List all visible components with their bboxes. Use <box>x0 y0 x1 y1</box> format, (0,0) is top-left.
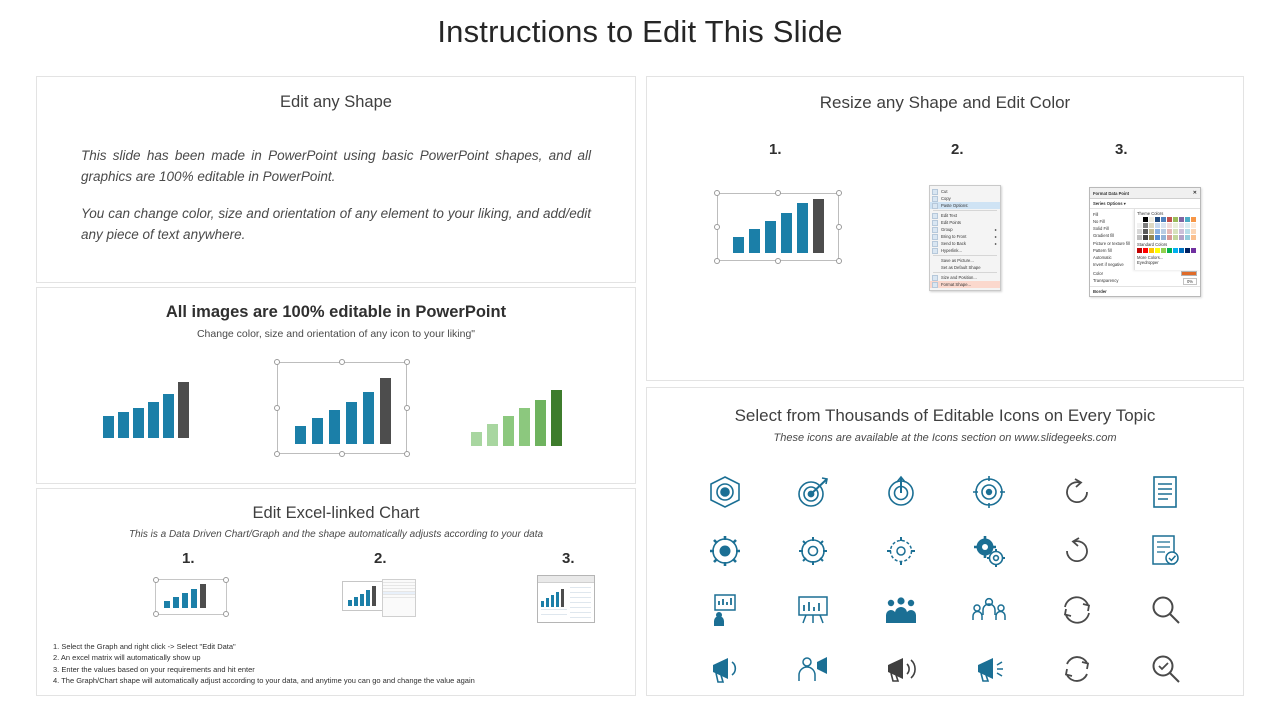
menu-separator <box>933 210 997 211</box>
bar <box>503 416 514 446</box>
menu-item-copy[interactable]: Copy <box>930 195 1000 202</box>
bar-highlight <box>380 378 391 444</box>
bar <box>541 601 544 607</box>
format-pane-title: Format Data Point <box>1093 190 1130 196</box>
bar <box>797 203 808 253</box>
bar <box>535 400 546 446</box>
magnifier-icon[interactable] <box>1149 594 1181 626</box>
excel-step-1: 1. Select the Graph and right click -> Select "Edit Data" <box>53 641 236 651</box>
bar <box>733 237 744 253</box>
panel-title-icons: Select from Thousands of Editable Icons on Every Topic <box>734 406 1156 425</box>
format-pane-header <box>1090 188 1200 199</box>
menu-item-hyperlink[interactable]: Hyperlink... <box>930 247 1000 254</box>
panel-excel-linked-chart <box>36 488 636 696</box>
resize-handle-nw[interactable] <box>274 359 280 365</box>
crosshair-scope-icon[interactable] <box>972 475 1006 509</box>
menu-item-format-shape[interactable]: Format Shape... <box>930 281 1000 288</box>
context-menu[interactable] <box>929 185 1001 291</box>
format-pane-section: Series Options ▾ <box>1090 199 1200 209</box>
panel-subtitle-images: Change color, size and orientation of any icon to your liking" <box>196 328 476 340</box>
resize-handle-sw[interactable] <box>274 451 280 457</box>
resize-handle-se[interactable] <box>836 258 842 264</box>
gear-settings-icon[interactable] <box>796 534 830 568</box>
option-invert-if-negative[interactable]: Invert if negative <box>1093 261 1124 267</box>
dart-target-icon[interactable] <box>796 475 830 509</box>
hyperlink-icon <box>932 248 938 254</box>
transparency-value[interactable]: 0% <box>1183 278 1197 285</box>
group-icon <box>932 227 938 233</box>
bar <box>182 593 188 608</box>
fill-options-list <box>1090 209 1134 270</box>
megaphone-announce-icon[interactable] <box>708 654 742 684</box>
target-crosshair-icon[interactable] <box>708 475 742 509</box>
bar <box>329 410 340 444</box>
transparency-row[interactable] <box>1090 277 1200 286</box>
chevron-right-icon: ▸ <box>994 227 997 232</box>
step-number-3: 3. <box>562 550 575 567</box>
person-presenter-icon[interactable] <box>709 593 741 627</box>
bar <box>295 426 306 444</box>
option-automatic[interactable]: Automatic <box>1093 254 1112 260</box>
panel-images-editable <box>36 287 636 484</box>
mini-context-menu[interactable] <box>382 579 416 617</box>
bar <box>360 594 364 606</box>
excel-thumb-chart-menu[interactable] <box>342 579 418 617</box>
bar <box>551 595 554 607</box>
excel-thumb-spreadsheet[interactable] <box>537 575 595 623</box>
menu-item-paste-options[interactable]: Paste Options: <box>930 202 1000 209</box>
sync-arrows-icon[interactable] <box>1061 595 1093 625</box>
bar <box>749 229 760 253</box>
refresh-clockwise-icon[interactable] <box>1061 476 1093 508</box>
excel-step-4: 4. The Graph/Chart shape will automatically adjust according to your data, and anytime you can go and change the value again <box>53 676 475 686</box>
panel-title-excel: Edit Excel-linked Chart <box>252 504 420 522</box>
resize-handle-ne[interactable] <box>223 577 229 583</box>
edit-points-icon <box>932 220 938 226</box>
menu-item-save-as-picture[interactable]: Save as Picture... <box>941 258 974 263</box>
color-row[interactable] <box>1090 270 1200 277</box>
gear-dotted-icon[interactable] <box>884 534 918 568</box>
step-number-3: 3. <box>1115 141 1128 158</box>
resize-handle-s[interactable] <box>775 258 781 264</box>
megaphone-loud-icon[interactable] <box>884 655 918 683</box>
excel-steps-list <box>53 641 625 688</box>
panel-title-edit-shape: Edit any Shape <box>280 93 392 111</box>
resize-chart-selected-wrapper[interactable] <box>717 193 839 261</box>
target-arrow-icon[interactable] <box>884 475 918 509</box>
bar <box>354 597 358 606</box>
bar-chart-plain <box>103 376 189 438</box>
refresh-circle-icon[interactable] <box>1061 535 1093 567</box>
bar-highlight <box>200 584 206 608</box>
resize-handle-ne[interactable] <box>836 190 842 196</box>
eyedropper-item[interactable]: Eyedropper <box>1137 260 1159 265</box>
bar <box>366 590 370 606</box>
color-swatch-button[interactable] <box>1181 271 1197 276</box>
theme-colors-label: Theme Colors <box>1137 211 1164 216</box>
step-number-1: 1. <box>769 141 782 158</box>
bar <box>556 592 559 607</box>
option-picture-fill[interactable]: Picture or texture fill <box>1093 240 1131 246</box>
menu-item-send-to-back[interactable]: Send to Back ▸ <box>930 240 1000 247</box>
format-shape-icon <box>932 282 938 288</box>
gears-pair-icon[interactable] <box>972 534 1006 568</box>
paste-icon <box>932 203 938 209</box>
resize-handle-ne[interactable] <box>404 359 410 365</box>
excel-thumb-chart[interactable] <box>155 579 227 615</box>
bar <box>164 601 170 608</box>
resize-step-numbers <box>647 141 1243 167</box>
theme-color-swatches[interactable] <box>1137 217 1198 240</box>
bar <box>348 600 352 606</box>
resize-handle-e[interactable] <box>836 224 842 230</box>
step-number-2: 2. <box>374 550 387 567</box>
bar-highlight <box>561 589 564 607</box>
menu-item-edit-text[interactable]: Edit Text <box>930 212 1000 219</box>
menu-item-set-as-default-shape[interactable]: Set as Default Shape <box>941 265 981 270</box>
resize-handle-se[interactable] <box>404 451 410 457</box>
bar <box>148 402 159 438</box>
icon-grid <box>647 462 1243 698</box>
resize-handle-w[interactable] <box>714 224 720 230</box>
resize-handle-s[interactable] <box>339 451 345 457</box>
resize-handle-sw[interactable] <box>714 258 720 264</box>
bar <box>471 432 482 446</box>
edit-shape-paragraph-1: This slide has been made in PowerPoint using basic PowerPoint shapes, and all graphics are 100% editable in PowerPoint. <box>81 148 591 184</box>
menu-separator <box>933 272 997 273</box>
menu-item-cut[interactable]: Cut <box>930 188 1000 195</box>
resize-handle-n[interactable] <box>339 359 345 365</box>
bar <box>163 394 174 438</box>
bar <box>765 221 776 253</box>
bar <box>519 408 530 446</box>
bar-chart-mini <box>541 589 564 607</box>
standard-colors-label: Standard Colors <box>1137 242 1168 247</box>
page-title: Instructions to Edit This Slide <box>437 14 843 49</box>
cut-icon <box>932 189 938 195</box>
checklist-document-icon[interactable] <box>1150 534 1180 568</box>
resize-handle-n[interactable] <box>775 190 781 196</box>
panel-edit-any-shape <box>36 76 636 283</box>
bar <box>133 408 144 438</box>
panel-title-images: All images are 100% editable in PowerPoint <box>165 303 507 321</box>
send-back-icon <box>932 241 938 247</box>
size-position-icon <box>932 275 938 281</box>
bar-chart-mini <box>348 584 376 606</box>
excel-step-2: 2. An excel matrix will automatically show up <box>53 653 201 663</box>
resize-handle-w[interactable] <box>274 405 280 411</box>
user-speaker-icon[interactable] <box>796 654 830 684</box>
color-picker-popup[interactable] <box>1134 209 1200 270</box>
chevron-down-icon[interactable]: ▾ <box>1123 201 1126 206</box>
bar-chart-selected <box>295 372 391 444</box>
step-number-1: 1. <box>182 550 195 567</box>
more-colors-item[interactable]: More Colors... <box>1137 255 1164 260</box>
bar-highlight <box>372 586 376 606</box>
close-icon[interactable]: ✕ <box>1192 190 1197 196</box>
panel-subtitle-excel: This is a Data Driven Chart/Graph and the shape automatically adjusts according to your data <box>128 529 544 540</box>
gear-icon[interactable] <box>708 534 742 568</box>
menu-separator <box>933 255 997 256</box>
bar-highlight <box>178 382 189 438</box>
bar-chart-green <box>471 384 562 446</box>
format-pane-body <box>1090 209 1200 270</box>
bar <box>173 597 179 608</box>
option-solid-fill[interactable]: Solid Fill <box>1093 226 1109 232</box>
bar <box>118 412 129 438</box>
copy-icon <box>932 196 938 202</box>
panel-title-resize: Resize any Shape and Edit Color <box>819 93 1071 112</box>
bar <box>363 392 374 444</box>
excel-step-3: 3. Enter the values based on your requirements and hit enter <box>53 664 255 674</box>
chevron-right-icon: ▸ <box>994 234 997 239</box>
bar <box>312 418 323 444</box>
bar-chart-mini <box>164 582 206 608</box>
panel-editable-icons <box>646 387 1244 696</box>
standard-color-swatches[interactable] <box>1137 248 1198 253</box>
step-number-2: 2. <box>951 141 964 158</box>
excel-step-numbers <box>37 550 635 576</box>
resize-handle-nw[interactable] <box>153 577 159 583</box>
option-gradient-fill[interactable]: Gradient fill <box>1093 233 1115 239</box>
edit-shape-paragraph-2: You can change color, size and orientation of any element to your liking, and add/edit any piece of text anywhere. <box>81 205 591 242</box>
team-meeting-icon[interactable] <box>972 595 1006 625</box>
resize-handle-e[interactable] <box>404 405 410 411</box>
bar <box>487 424 498 446</box>
bar-highlight <box>813 199 824 253</box>
images-charts-row <box>37 340 635 460</box>
bar-chart-selected-wrapper[interactable] <box>277 362 407 454</box>
menu-item-bring-to-front[interactable]: Bring to Front ▸ <box>930 233 1000 240</box>
bar <box>346 402 357 444</box>
bar-chart-resizable <box>733 199 824 253</box>
resize-handle-se[interactable] <box>223 611 229 617</box>
search-check-icon[interactable] <box>1149 653 1181 685</box>
chevron-right-icon: ▸ <box>994 241 997 246</box>
bar <box>781 213 792 253</box>
bar <box>546 598 549 607</box>
people-group-icon[interactable] <box>884 595 918 625</box>
option-pattern-fill[interactable]: Pattern fill <box>1093 247 1112 253</box>
panel-resize-and-color <box>646 76 1244 381</box>
presentation-board-icon[interactable] <box>796 594 830 626</box>
border-section[interactable] <box>1090 286 1200 296</box>
option-no-fill[interactable]: No Fill <box>1093 219 1105 225</box>
menu-item-edit-points[interactable]: Edit Points <box>930 219 1000 226</box>
megaphone-alert-icon[interactable] <box>972 655 1006 683</box>
bring-front-icon <box>932 234 938 240</box>
border-label: Border <box>1093 289 1107 295</box>
bar <box>103 416 114 438</box>
recycle-arrows-icon[interactable] <box>1061 654 1093 684</box>
menu-item-group[interactable]: Group ▸ <box>930 226 1000 233</box>
transparency-label: Transparency <box>1093 278 1119 284</box>
option-fill[interactable]: Fill <box>1093 212 1099 217</box>
menu-item-size-and-position[interactable]: Size and Position... <box>930 274 1000 281</box>
bar <box>191 589 197 608</box>
edit-text-icon <box>932 213 938 219</box>
panel-subtitle-icons: These icons are available at the Icons section on www.slidegeeks.com <box>773 432 1117 444</box>
resize-handle-nw[interactable] <box>714 190 720 196</box>
color-label: Color <box>1093 271 1104 277</box>
format-data-point-pane[interactable] <box>1089 187 1201 297</box>
bar-highlight <box>551 390 562 446</box>
document-list-icon[interactable] <box>1150 475 1180 509</box>
resize-handle-sw[interactable] <box>153 611 159 617</box>
